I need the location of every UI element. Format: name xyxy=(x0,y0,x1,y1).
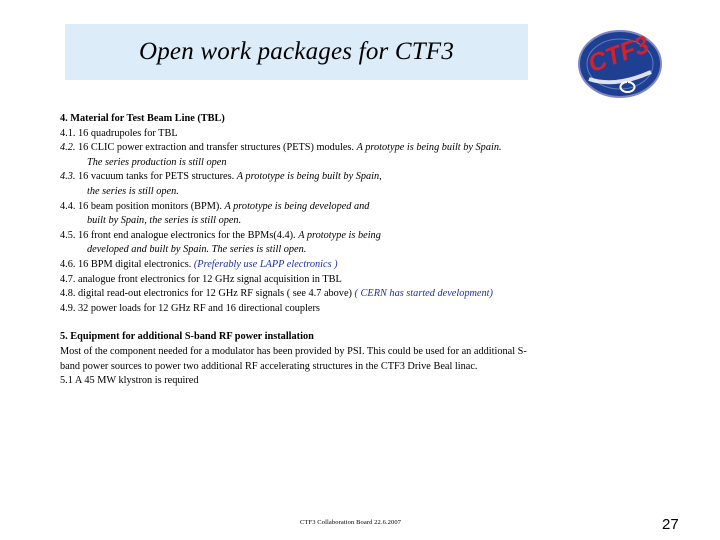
content-body xyxy=(60,112,620,389)
slide-footer: CTF3 Collaboration Board 22.6.2007 xyxy=(300,519,402,526)
list-item: 4.4. 16 beam position monitors (BPM). A prototype is being developed and xyxy=(60,200,370,212)
section4-heading: 4. Material for Test Beam Line (TBL) xyxy=(60,113,225,124)
list-item: 4.1. 16 quadrupoles for TBL xyxy=(60,127,178,139)
list-item-continuation: the series is still open. xyxy=(87,185,179,197)
list-item: 5.1 A 45 MW klystron is required xyxy=(60,375,199,387)
slide-title: Open work packages for CTF3 xyxy=(138,38,455,65)
title-box xyxy=(65,24,528,80)
list-item: 4.8. digital read-out electronics for 12 GHz RF signals ( see 4.7 above) ( CERN has started development) xyxy=(60,288,493,300)
list-item: 4.5. 16 front end analogue electronics for the BPMs(4.4). A prototype is being xyxy=(60,229,381,241)
list-item-continuation: built by Spain, the series is still open. xyxy=(87,215,242,227)
list-item: 4.6. 16 BPM digital electronics. (Preferably use LAPP electronics ) xyxy=(60,258,338,270)
list-item-continuation: The series production is still open xyxy=(87,156,227,168)
logo-text: CTF3 xyxy=(584,30,653,79)
list-item: 4.7. analogue front electronics for 12 GHz signal acquisition in TBL xyxy=(60,273,342,285)
list-item-continuation: developed and built by Spain. The series is still open. xyxy=(87,244,307,256)
section5-heading: 5. Equipment for additional S-band RF power installation xyxy=(60,331,314,343)
list-item: 4.9. 32 power loads for 12 GHz RF and 16 directional couplers xyxy=(60,302,320,314)
page-number: 27 xyxy=(662,516,679,533)
list-item: 4.3. 16 vacuum tanks for PETS structures. A prototype is being built by Spain, xyxy=(60,171,382,183)
list-item: 4.2. 16 CLIC power extraction and transfer structures (PETS) modules. A prototype is being built by Spain. xyxy=(60,142,502,154)
ctf3-logo xyxy=(575,24,665,100)
paragraph-line: Most of the component needed for a modulator has been provided by PSI. This could be used for an additional S- xyxy=(60,345,527,357)
paragraph-line: band power sources to power two additional RF accelerating structures in the CTF3 Drive Beal linac. xyxy=(60,360,478,372)
